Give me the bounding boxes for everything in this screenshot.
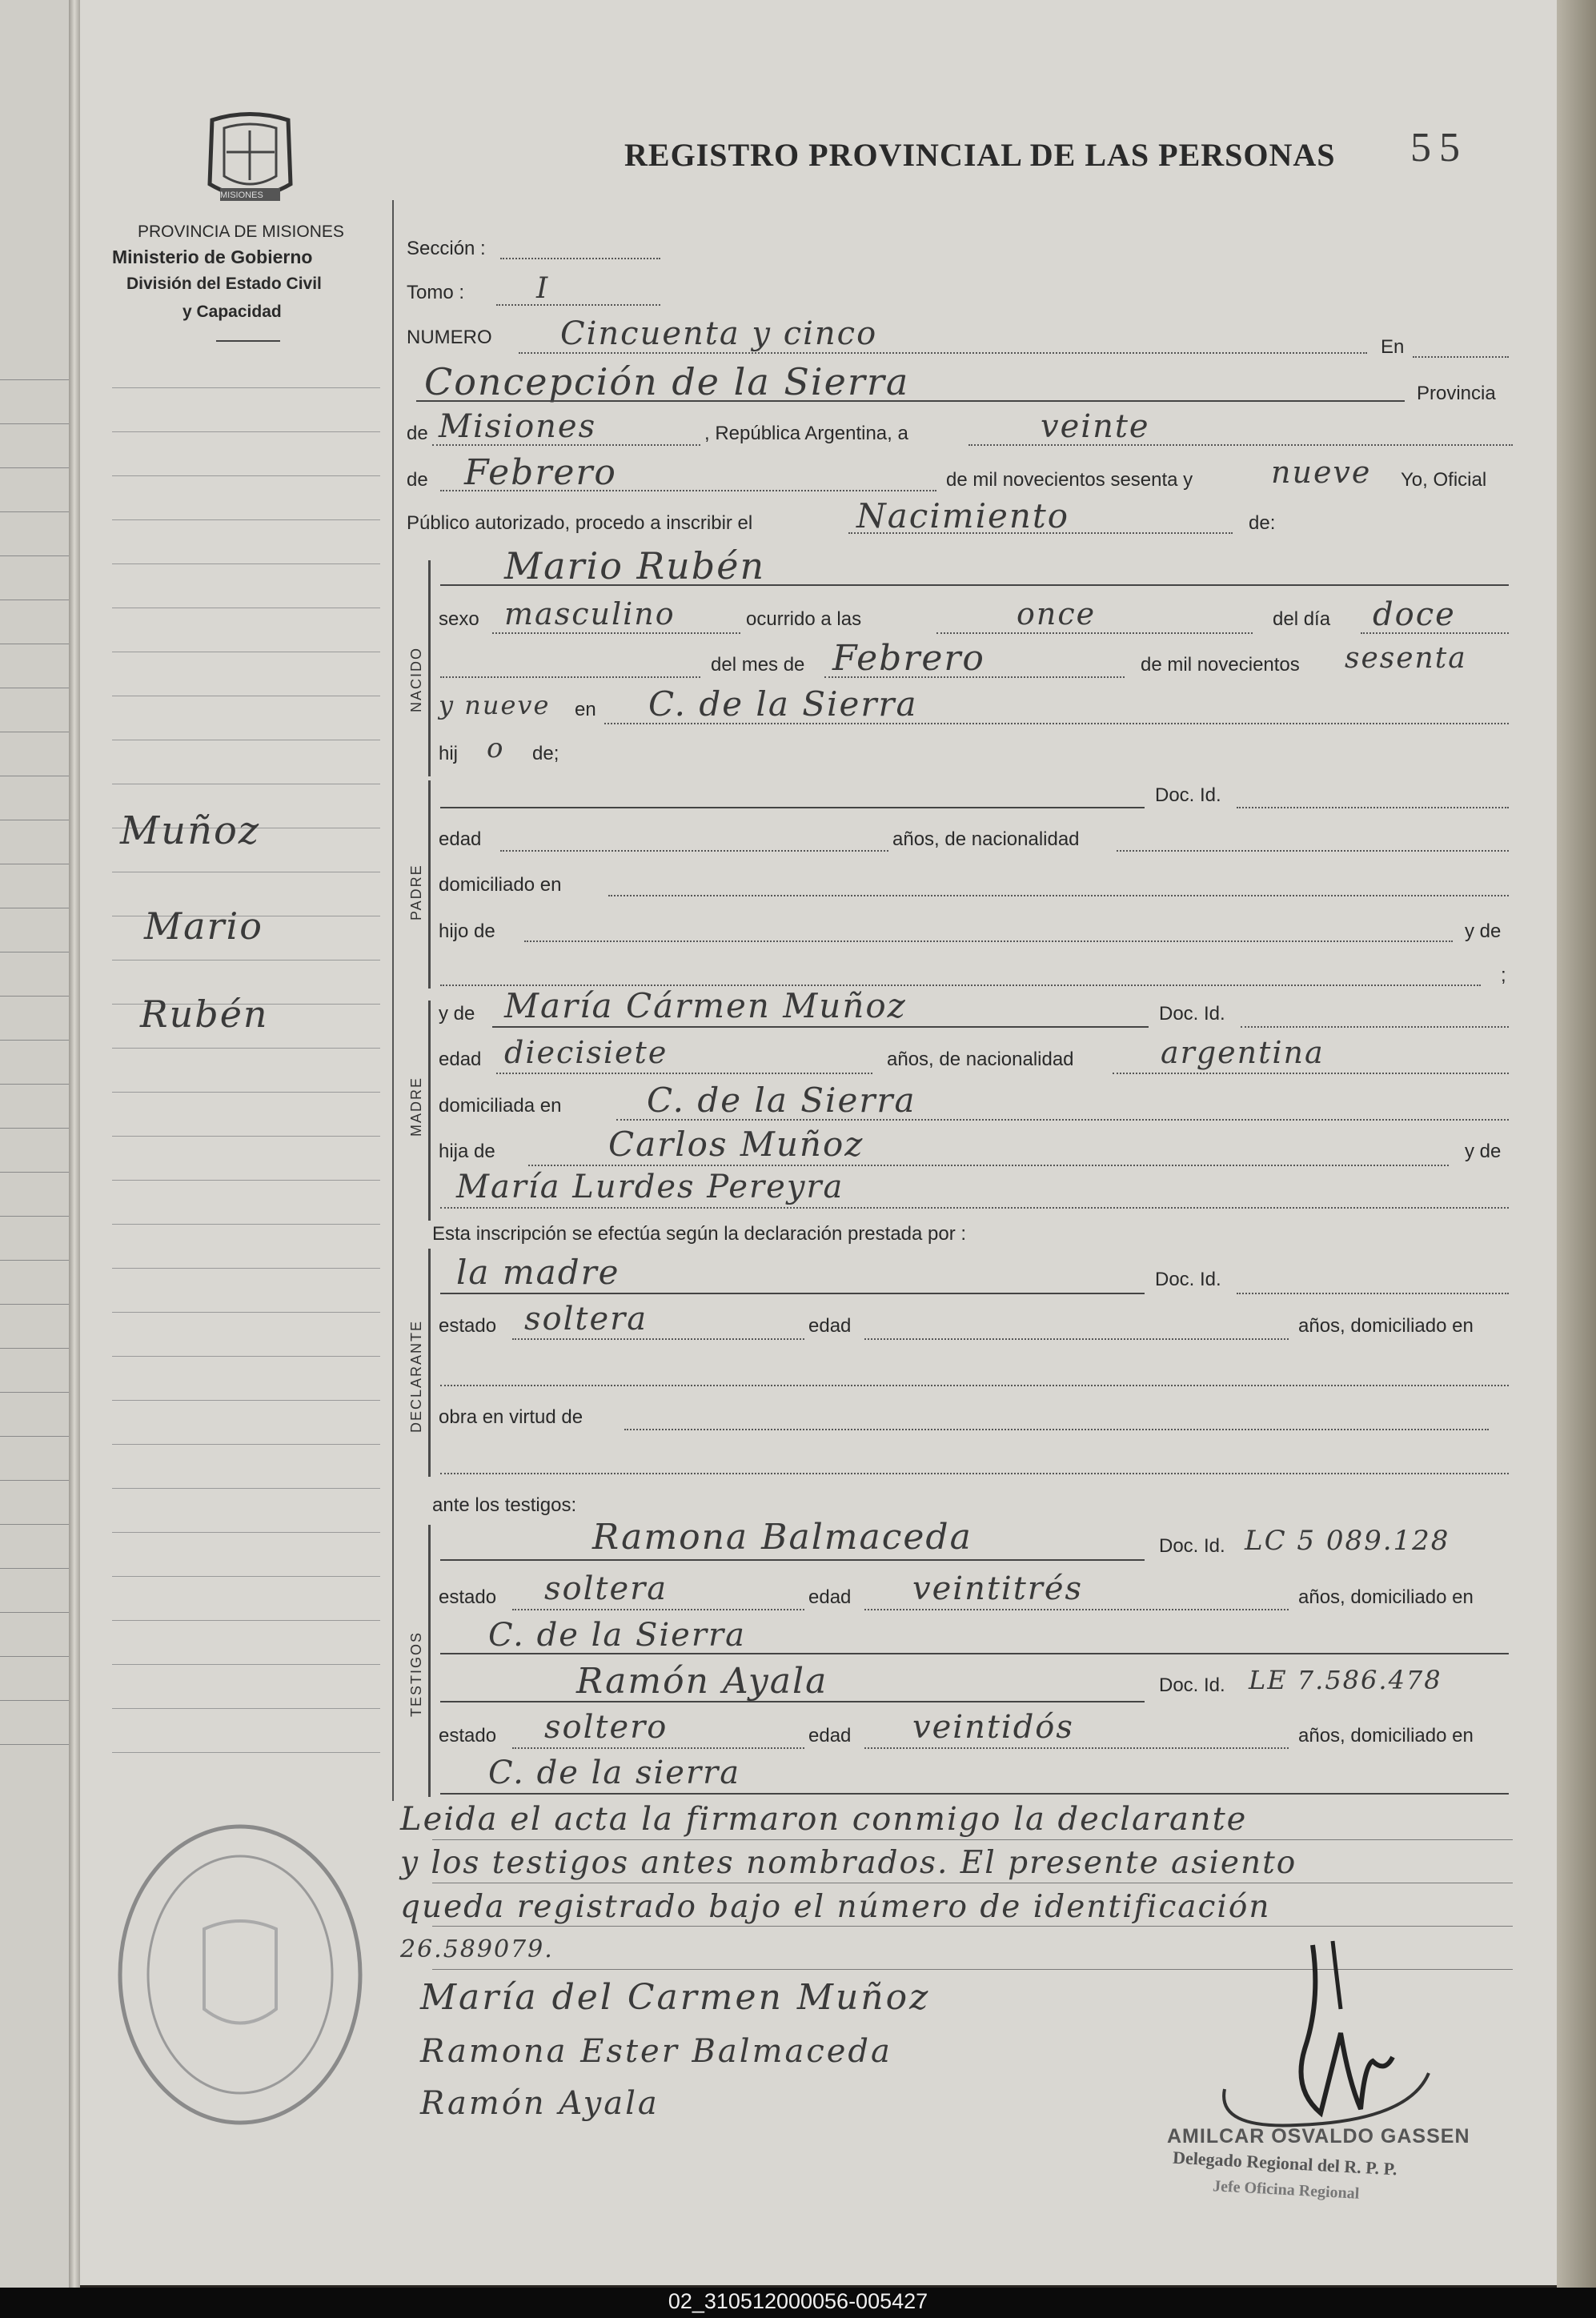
declarante-domicilio-line bbox=[440, 1385, 1509, 1386]
madre-yde-label: y de bbox=[439, 1003, 475, 1025]
madre-doc-line bbox=[1241, 1026, 1509, 1028]
hij-label: hij bbox=[439, 743, 459, 764]
authority-line-1: PROVINCIA DE MISIONES bbox=[138, 223, 344, 241]
madre-nacionalidad-label: años, de nacionalidad bbox=[887, 1049, 1074, 1070]
margin-nombre-2: Rubén bbox=[140, 993, 269, 1036]
madre-hija-label: hija de bbox=[439, 1141, 495, 1162]
t2-domicilio-value: C. de la sierra bbox=[488, 1755, 741, 1791]
column-separator bbox=[392, 200, 394, 1801]
tomo-value: I bbox=[536, 272, 550, 305]
year-text-label: de mil novecientos sesenta y bbox=[946, 469, 1193, 491]
nacido-name-value: Mario Rubén bbox=[504, 544, 766, 588]
madre-name-value: María Cármen Muñoz bbox=[504, 986, 907, 1025]
madre-bracket bbox=[428, 1001, 431, 1221]
closing-line-4: 26.589079. bbox=[400, 1935, 554, 1963]
acto-value: Nacimiento bbox=[856, 496, 1070, 535]
madre-yde2-label: y de bbox=[1465, 1141, 1502, 1162]
official-signature-scribble bbox=[1201, 1929, 1441, 2137]
declarante-doc-line bbox=[1237, 1293, 1509, 1294]
stamp-office: Jefe Oficina Regional bbox=[1212, 2177, 1360, 2203]
madre-doc-label: Doc. Id. bbox=[1159, 1003, 1225, 1025]
authority-line-4: y Capacidad bbox=[182, 303, 282, 321]
testigos-section-label: TESTIGOS bbox=[408, 1630, 424, 1717]
t2-estado-line bbox=[512, 1747, 804, 1749]
t2-name-line bbox=[440, 1701, 1145, 1702]
padre-nacionalidad-label: años, de nacionalidad bbox=[892, 828, 1080, 850]
hij-de-label: de; bbox=[532, 743, 559, 764]
declarante-estado-value: soltera bbox=[524, 1301, 648, 1337]
mes-value: Febrero bbox=[832, 638, 985, 679]
mil-label: de mil novecientos bbox=[1141, 654, 1300, 676]
numero-value: Cincuenta y cinco bbox=[560, 315, 878, 352]
hij-value: o bbox=[487, 732, 505, 764]
margin-apellido: Muñoz bbox=[120, 808, 261, 853]
testigos-bracket bbox=[428, 1525, 431, 1797]
dia-value: doce bbox=[1373, 596, 1456, 633]
declarante-name-value: la madre bbox=[456, 1253, 620, 1292]
stamp-title: Delegado Regional del R. P. P. bbox=[1172, 2147, 1398, 2180]
padre-name-line bbox=[440, 807, 1145, 808]
t1-estado-label: estado bbox=[439, 1586, 497, 1608]
t2-doc-value: LE 7.586.478 bbox=[1249, 1665, 1442, 1695]
t2-name-value: Ramón Ayala bbox=[576, 1661, 828, 1702]
t1-edad-value: veintitrés bbox=[912, 1570, 1084, 1607]
padre-hijo-line bbox=[524, 940, 1453, 942]
t1-estado-value: soltera bbox=[544, 1570, 668, 1607]
day-value: veinte bbox=[1041, 408, 1150, 445]
madre-madre-value: María Lurdes Pereyra bbox=[456, 1169, 844, 1205]
anio-cont-value: y nueve bbox=[439, 690, 551, 720]
madre-section-label: MADRE bbox=[408, 1076, 424, 1137]
closing-rule-3 bbox=[432, 1926, 1513, 1927]
madre-padre-value: Carlos Muñoz bbox=[608, 1125, 864, 1164]
padre-nacionalidad-line bbox=[1117, 850, 1509, 852]
signature-testigo-1: Ramona Ester Balmaceda bbox=[420, 2033, 892, 2070]
de2-label: de bbox=[407, 469, 428, 491]
padre-bracket bbox=[428, 780, 431, 989]
de3-label: de: bbox=[1249, 512, 1276, 534]
closing-line-1: Leida el acta la firmaron conmigo la declarante bbox=[400, 1801, 1248, 1838]
ocurrido-label: ocurrido a las bbox=[746, 608, 862, 630]
provincia-field-line bbox=[432, 444, 700, 446]
madre-nacionalidad-line bbox=[1113, 1073, 1509, 1074]
t1-domicilio-value: C. de la Sierra bbox=[488, 1617, 746, 1654]
declarante-obra-line bbox=[624, 1429, 1489, 1430]
t1-estado-line bbox=[512, 1609, 804, 1610]
closing-line-2: y los testigos antes nombrados. El presente asiento bbox=[400, 1845, 1297, 1881]
sexo-value: masculino bbox=[504, 596, 676, 632]
padre-edad-label: edad bbox=[439, 828, 482, 850]
oficial-label: Yo, Oficial bbox=[1401, 469, 1487, 491]
padre-semicolon: ; bbox=[1501, 964, 1506, 986]
signature-madre: María del Carmen Muñoz bbox=[420, 1977, 931, 2018]
t2-domiciliado-label: años, domiciliado en bbox=[1298, 1725, 1474, 1747]
padre-doc-line bbox=[1237, 807, 1509, 808]
dia-field-line bbox=[1361, 632, 1509, 634]
place-value: Concepción de la Sierra bbox=[424, 360, 910, 403]
madre-madre-line bbox=[440, 1207, 1509, 1209]
margin-ruled-column bbox=[112, 344, 380, 1761]
crest-label: MISIONES bbox=[220, 190, 263, 200]
t2-doc-label: Doc. Id. bbox=[1159, 1674, 1225, 1696]
seccion-field-line bbox=[500, 258, 660, 259]
tomo-field-line bbox=[496, 304, 660, 306]
declarante-domiciliado-label: años, domiciliado en bbox=[1298, 1315, 1474, 1337]
testigos-intro-label: ante los testigos: bbox=[432, 1494, 577, 1516]
provincia-label: Provincia bbox=[1417, 383, 1496, 404]
declarante-edad-line bbox=[864, 1338, 1289, 1340]
acto-field-line bbox=[848, 532, 1233, 534]
nacido-name-line bbox=[440, 584, 1509, 586]
t1-name-line bbox=[440, 1559, 1145, 1561]
month-value: Febrero bbox=[464, 452, 617, 493]
place-field-line bbox=[416, 400, 1405, 402]
madre-domicilio-value: C. de la Sierra bbox=[647, 1081, 916, 1120]
nacido-section-label: NACIDO bbox=[408, 646, 424, 712]
tomo-label: Tomo : bbox=[407, 282, 465, 303]
padre-hijo-label: hijo de bbox=[439, 920, 495, 942]
margin-nombre-1: Mario bbox=[144, 904, 263, 948]
seccion-label: Sección : bbox=[407, 238, 486, 259]
sexo-label: sexo bbox=[439, 608, 479, 630]
mes-leading-line bbox=[440, 676, 700, 678]
t1-edad-line bbox=[864, 1609, 1289, 1610]
declarante-estado-line bbox=[512, 1338, 804, 1340]
t1-domicilio-line bbox=[440, 1653, 1509, 1654]
declarante-cont-line bbox=[440, 1473, 1509, 1474]
registry-seal-icon bbox=[112, 1817, 368, 2133]
t2-estado-value: soltero bbox=[544, 1709, 668, 1746]
madre-edad-line bbox=[496, 1073, 872, 1074]
madre-domiciliada-label: domiciliada en bbox=[439, 1095, 562, 1117]
authority-underline bbox=[216, 340, 280, 342]
t2-domicilio-line bbox=[440, 1793, 1509, 1795]
book-cover-edge bbox=[1557, 0, 1596, 2289]
numero-field-line bbox=[519, 352, 1367, 354]
declarante-estado-label: estado bbox=[439, 1315, 497, 1337]
declarante-obra-label: obra en virtud de bbox=[439, 1406, 583, 1428]
provincia-value: Misiones bbox=[439, 408, 597, 445]
page-number: 55 bbox=[1410, 125, 1468, 170]
madre-hija-line bbox=[528, 1165, 1449, 1166]
padre-domiciliado-line bbox=[608, 895, 1509, 896]
image-id-caption: 02_310512000056-005427 bbox=[668, 2289, 928, 2313]
padre-section-label: PADRE bbox=[408, 864, 424, 920]
madre-nacionalidad-value: argentina bbox=[1161, 1035, 1325, 1070]
previous-page-edge bbox=[0, 0, 74, 2289]
declarante-edad-label: edad bbox=[808, 1315, 852, 1337]
declarante-section-label: DECLARANTE bbox=[408, 1319, 424, 1433]
day-field-line bbox=[968, 444, 1513, 446]
republica-label: , República Argentina, a bbox=[704, 423, 908, 444]
closing-rule-1 bbox=[432, 1839, 1513, 1840]
mes-field-line bbox=[824, 676, 1125, 678]
anio-value: sesenta bbox=[1345, 642, 1467, 675]
en-label: En bbox=[1381, 336, 1405, 358]
t1-doc-label: Doc. Id. bbox=[1159, 1535, 1225, 1557]
signature-testigo-2: Ramón Ayala bbox=[420, 2085, 660, 2122]
book-spine bbox=[69, 0, 80, 2289]
en-field-line bbox=[1413, 356, 1509, 358]
t2-estado-label: estado bbox=[439, 1725, 497, 1747]
stamp-name: AMILCAR OSVALDO GASSEN bbox=[1167, 2125, 1470, 2148]
numero-label: NUMERO bbox=[407, 327, 492, 348]
dia-label: del día bbox=[1273, 608, 1331, 630]
declarante-intro-label: Esta inscripción se efectúa según la declaración prestada por : bbox=[432, 1223, 967, 1245]
year-value: nueve bbox=[1271, 455, 1372, 490]
authority-line-3: División del Estado Civil bbox=[126, 275, 322, 293]
hora-field-line bbox=[936, 632, 1253, 634]
nacido-bracket bbox=[428, 560, 431, 776]
nacido-en-label: en bbox=[575, 699, 596, 720]
lugar-value: C. de la Sierra bbox=[648, 684, 918, 724]
hora-value: once bbox=[1017, 596, 1097, 632]
t1-name-value: Ramona Balmaceda bbox=[592, 1517, 972, 1558]
madre-edad-label: edad bbox=[439, 1049, 482, 1070]
sexo-field-line bbox=[492, 632, 740, 634]
madre-domicilio-line bbox=[616, 1119, 1509, 1121]
padre-edad-line bbox=[500, 850, 888, 852]
t1-doc-value: LC 5 089.128 bbox=[1245, 1525, 1450, 1557]
de-label: de bbox=[407, 423, 428, 444]
declarante-doc-label: Doc. Id. bbox=[1155, 1269, 1221, 1290]
publico-label: Público autorizado, procedo a inscribir el bbox=[407, 512, 753, 534]
padre-domiciliado-label: domiciliado en bbox=[439, 874, 562, 896]
declarante-name-line bbox=[440, 1293, 1145, 1294]
page-title: REGISTRO PROVINCIAL DE LAS PERSONAS bbox=[624, 137, 1336, 173]
closing-line-3: queda registrado bajo el número de identificación bbox=[400, 1889, 1271, 1925]
t2-edad-line bbox=[864, 1747, 1289, 1749]
padre-doc-label: Doc. Id. bbox=[1155, 784, 1221, 806]
t1-edad-label: edad bbox=[808, 1586, 852, 1608]
t2-edad-label: edad bbox=[808, 1725, 852, 1747]
padre-yde-label: y de bbox=[1465, 920, 1502, 942]
madre-edad-value: diecisiete bbox=[504, 1035, 668, 1070]
t1-domiciliado-label: años, domiciliado en bbox=[1298, 1586, 1474, 1608]
t2-edad-value: veintidós bbox=[912, 1709, 1074, 1746]
month-field-line bbox=[440, 490, 936, 491]
authority-line-2: Ministerio de Gobierno bbox=[112, 247, 313, 267]
mes-label: del mes de bbox=[711, 654, 805, 676]
madre-name-line bbox=[492, 1026, 1149, 1028]
declarante-bracket bbox=[428, 1249, 431, 1477]
lugar-field-line bbox=[604, 723, 1509, 724]
